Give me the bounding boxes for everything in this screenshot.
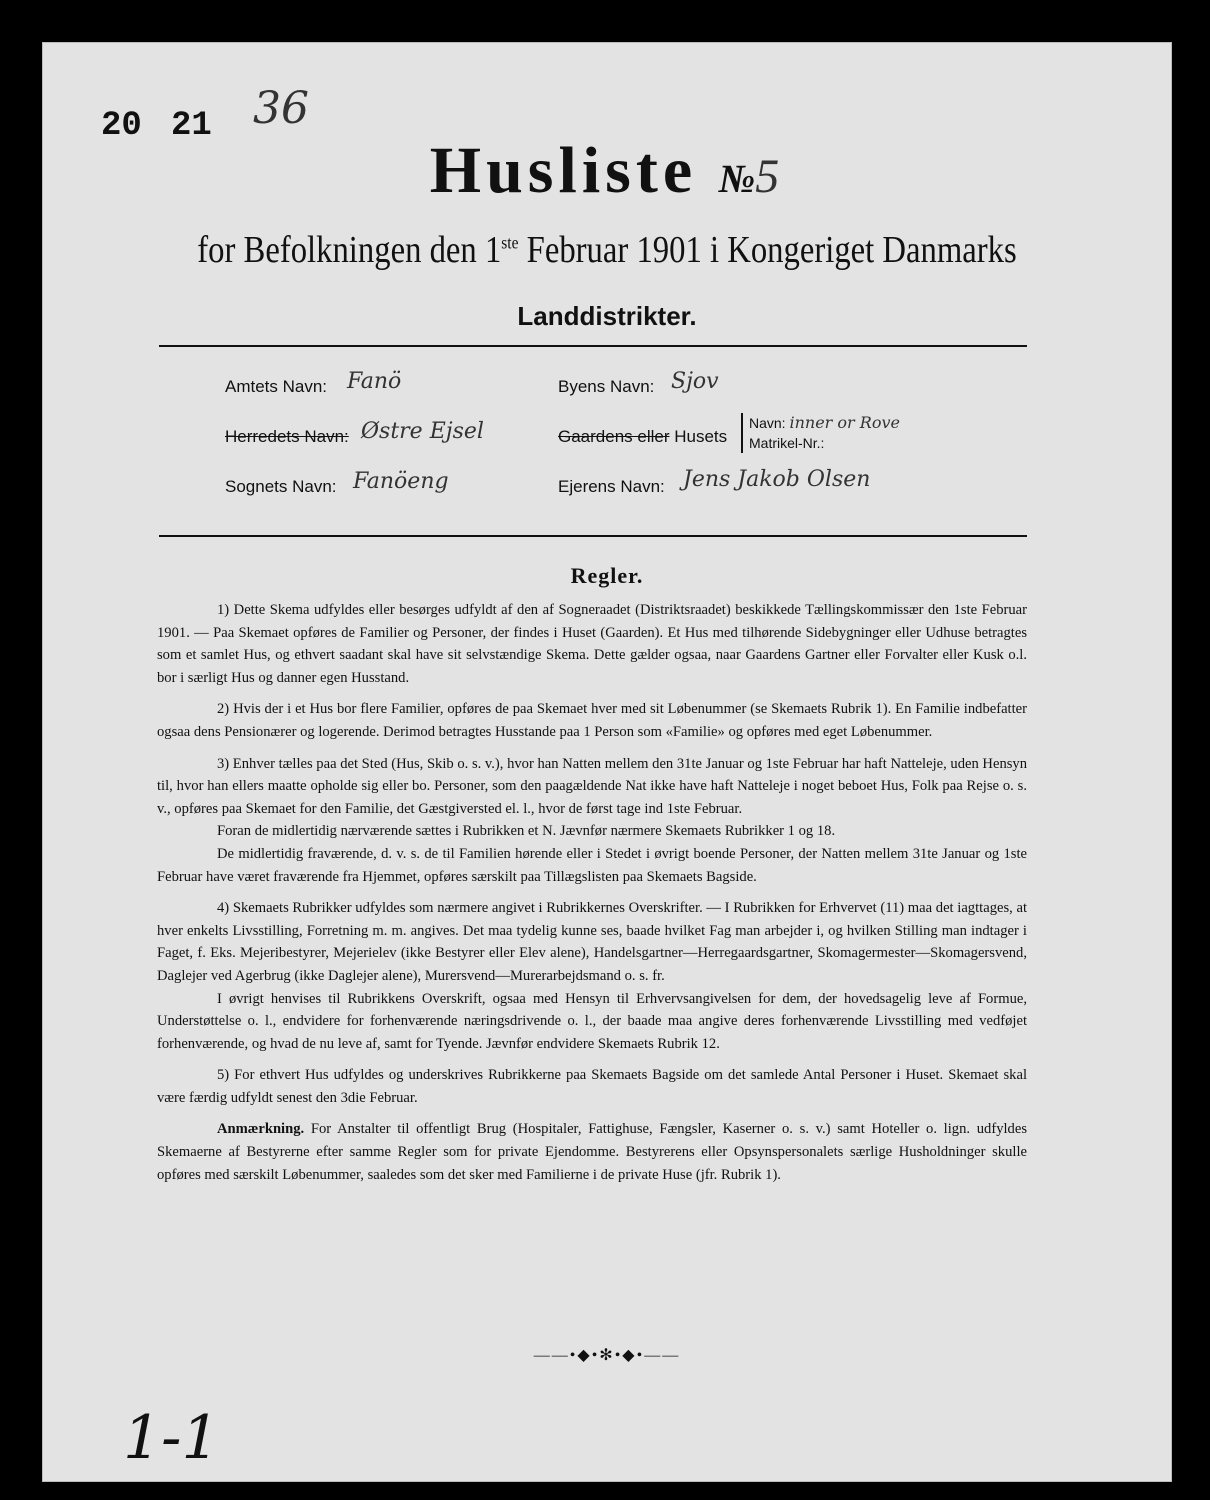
- herred-label: Herredets Navn:: [225, 427, 349, 446]
- amt-value: Fanö: [347, 369, 402, 394]
- rule-paragraph: I øvrigt henvises til Rubrikkens Overskrift, ogsaa med Hensyn til Erhvervsangivelsen for dem, der hovedsagelig leve af Formue, Understøttelse o. l., endvidere for forhenværende næringsdrivende o. l., der baade maa angive deres forhenværende Livsstilling med vedføjet forhenværende, og hvad de nu leve af, samt for Tyende. Jævnfør endvidere Skemaets Rubrik 12.: [157, 990, 1027, 1052]
- herred-value: Østre Ejsel: [361, 419, 484, 444]
- rule-paragraph: 5) For ethvert Hus udfyldes og underskrives Rubrikkerne paa Skemaets Bagside om det samlede Antal Personer i Huset. Skemaet skal være færdig udfyldt senest den 3die Februar.: [157, 1067, 1027, 1106]
- note-text: For Anstalter til offentligt Brug (Hospitaler, Fattighuse, Fængsler, Kaserner o. s. v.) samt Hoteller o. lign. udfyldes Skemaerne af Bestyrerne efter samme Regler som for private Ejendomme. Bestyrerens eller Opsynspersonalets særlige Husholdninger skulle opføres med særskilt Løbenummer, saaledes som det sker med Familierne i de private Huse (jfr. Rubrik 1).: [157, 1121, 1027, 1183]
- rules-text: [157, 599, 1027, 1195]
- amt-label: Amtets Navn:: [225, 377, 328, 396]
- matrikel-label: Matrikel-Nr.:: [749, 435, 825, 451]
- subtitle-superscript: ste: [501, 232, 519, 253]
- navn-value: inner or Rove: [789, 413, 900, 432]
- sogn-value: Fanöeng: [353, 469, 449, 494]
- printed-sheet-number-left: 20: [101, 107, 142, 145]
- house-name-bracket: [741, 413, 900, 453]
- form-subtitle: [122, 228, 1092, 272]
- bottom-divider: [159, 535, 1027, 537]
- handwritten-bottom-mark: 1-1: [123, 1403, 220, 1473]
- printed-sheet-number-right: 21: [171, 107, 212, 145]
- title-text: Husliste: [429, 134, 698, 207]
- rule-paragraph: 2) Hvis der i et Hus bor flere Familier, opføres de paa Skemaet hver med sit Løbenummer (se Skemaets Rubrik 1). En Familie indbefatter ogsaa dens Pensionærer og logerende. Derimod betragtes Husstande paa 1 Person som «Familie» og opføres med eget Løbenummer.: [157, 701, 1027, 740]
- gaard-label-struck: Gaardens eller: [558, 427, 670, 446]
- form-title: [43, 133, 1171, 209]
- rule-paragraph: 4) Skemaets Rubrikker udfyldes som nærmere angivet i Rubrikkernes Overskrifter. — I Rubrikken for Erhvervet (11) maa det iagttages, at hver enkelts Livsstilling, Forretning m. m. angives. Det maa tydelig kunne ses, baade hvilket Fag man arbejder i, og hvilken Stilling man indtager i Faget, f. Eks. Mejeribestyrer, Mejerielev (ikke Bestyrer eller Elev alene), Handelsgartner—Herregaardsgartner, Skomagermester—Skomagersvend, Daglejer ved Agerbrug (ikke Daglejer alene), Murersvend—Murerarbejdsmand o. s. fr.: [157, 900, 1027, 984]
- ejer-value: Jens Jakob Olsen: [683, 467, 871, 492]
- husets-label: Husets: [674, 427, 728, 446]
- ornament-divider: ——•◆•✻•◆•——: [533, 1347, 681, 1364]
- by-value: Sjov: [671, 369, 719, 394]
- note-paragraph: [157, 1118, 1027, 1186]
- navn-label: Navn:: [749, 415, 786, 431]
- top-divider: [159, 345, 1027, 347]
- gaard-husets-label: [558, 427, 727, 447]
- by-label: Byens Navn:: [558, 377, 655, 396]
- handwritten-sheet-number: 36: [253, 83, 309, 134]
- rule-paragraph: 1) Dette Skema udfyldes eller besørges udfyldt af den af Sogneraadet (Distriktsraadet) beskikkede Tællingskommissær den 1ste Februar 1901. — Paa Skemaet opføres de Familier og Personer, der findes i Huset (Gaarden). Et Hus med tilhørende Sidebygninger eller Udhuse betragtes som et samlet Hus, og ethvert saadant skal have sit selvstændige Skema. Dette gælder ogsaa, naar Gaardens Gartner eller Forvalter eller Kusk o.l. bor i særligt Hus og danner egen Husstand.: [157, 602, 1027, 686]
- subtitle-part-2: Februar 1901 i Kongeriget Danmarks: [518, 229, 1017, 271]
- district-heading: Landdistrikter.: [517, 301, 697, 331]
- subtitle-part-1: for Befolkningen den 1: [197, 229, 502, 271]
- ejer-label: Ejerens Navn:: [558, 477, 665, 496]
- rule-paragraph: De midlertidig fraværende, d. v. s. de til Familien hørende eller i Stedet i øvrigt boende Personer, der Natten mellem 31te Januar og 1ste Februar have været fraværende fra Hjemmet, opføres særskilt paa Tillægslisten paa Skemaets Bagside.: [157, 845, 1027, 885]
- house-number-handwritten: 5: [755, 150, 785, 203]
- sogn-label: Sognets Navn:: [225, 477, 337, 496]
- census-form-page: [42, 42, 1172, 1482]
- rule-paragraph: 3) Enhver tælles paa det Sted (Hus, Skib o. s. v.), hvor han Natten mellem den 31te Januar og 1ste Februar har haft Natteleje, uden Hensyn til, hvor han ellers maatte opholde sig eller bo. Personer, som den paagældende Nat ikke have haft Natteleje i noget beboet Hus, Folk paa Rejse o. s. v., opføres paa Skemaet for den Familie, det Gæstgiversted el. l., hvor de først tage ind 1ste Februar.: [157, 755, 1028, 817]
- rule-paragraph: Foran de midlertidig nærværende sættes i Rubrikken et N. Jævnfør nærmere Skemaets Rubrikker 1 og 18.: [217, 823, 836, 840]
- note-label: Anmærkning.: [217, 1121, 305, 1138]
- regler-heading: Regler.: [570, 563, 644, 588]
- number-sign: №: [718, 156, 756, 201]
